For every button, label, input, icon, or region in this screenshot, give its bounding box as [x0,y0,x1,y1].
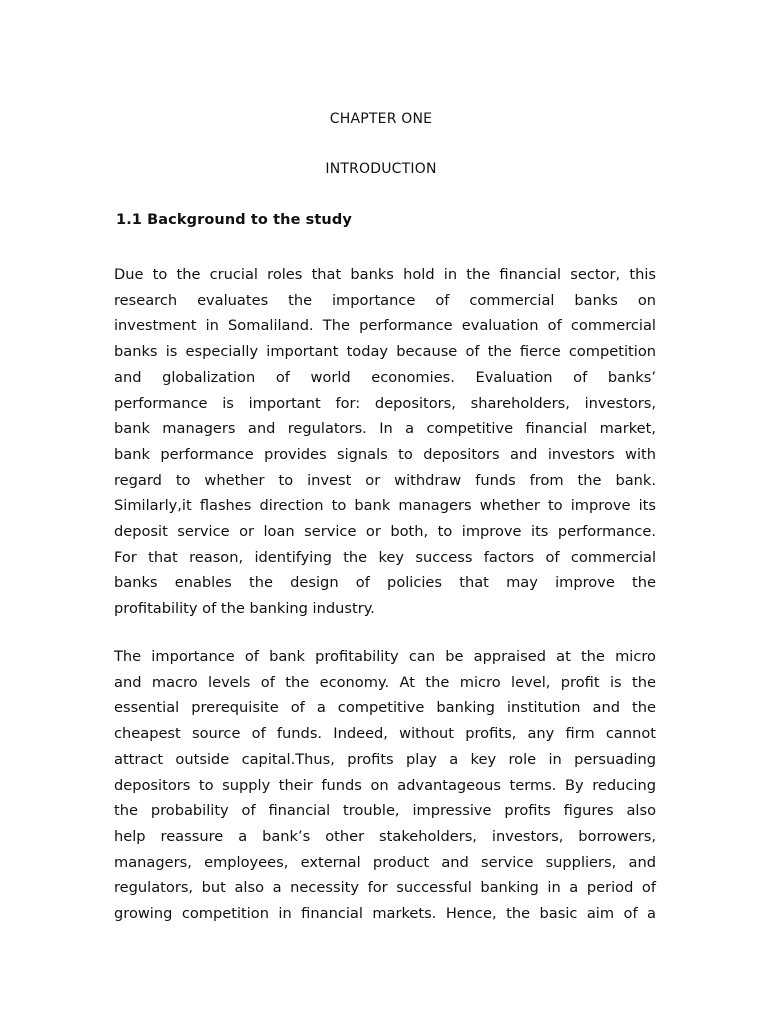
paragraph-line: and globalization of world economies. Evaluation of banks’ [114,368,656,386]
paragraph-line: bank managers and regulators. In a competitive financial market, [114,420,656,438]
paragraph-line: attract outside capital.Thus, profits play a key role in persuading [114,750,656,768]
paragraph-line: Due to the crucial roles that banks hold in the financial sector, this [114,266,656,283]
paragraph-line: help reassure a bank’s other stakeholders, investors, borrowers, [114,827,656,845]
paragraph-line: the probability of financial trouble, impressive profits figures also [114,802,656,820]
section-heading: 1.1 Background to the study [116,212,352,228]
paragraph-line: deposit service or loan service or both, to improve its performance. [114,523,656,541]
paragraph-line: regard to whether to invest or withdraw funds from the bank. [114,471,656,489]
paragraph-line: banks is especially important today because of the fierce competition [114,343,656,361]
paragraph-line: investment in Somaliland. The performance evaluation of commercial [114,317,656,335]
paragraph-2 [114,644,656,927]
paragraph-line: performance is important for: depositors, shareholders, investors, [114,394,656,412]
paragraph-line: and macro levels of the economy. At the micro level, profit is the [114,673,656,691]
paragraph-line: banks enables the design of policies that may improve the [114,574,656,592]
paragraph-line: cheapest source of funds. Indeed, without profits, any firm cannot [114,725,656,743]
paragraph-line: The importance of bank profitability can be appraised at the micro [114,648,656,665]
paragraph-line: For that reason, identifying the key success factors of commercial [114,548,656,566]
paragraph-line: research evaluates the importance of commercial banks on [114,291,656,309]
paragraph-line: essential prerequisite of a competitive banking institution and the [114,699,656,717]
paragraph-line: growing competition in financial markets. Hence, the basic aim of a [114,905,656,923]
paragraph-line: Similarly,it flashes direction to bank managers whether to improve its [114,497,656,515]
paragraph-line: profitability of the banking industry. [114,600,375,618]
chapter-label: CHAPTER ONE [329,111,433,127]
paragraph-1 [114,262,656,622]
chapter-title: INTRODUCTION [325,161,437,177]
paragraph-line: managers, employees, external product and service suppliers, and [114,853,656,871]
paragraph-line: bank performance provides signals to depositors and investors with [114,445,656,463]
paragraph-line: regulators, but also a necessity for successful banking in a period of [114,879,656,897]
paragraph-line: depositors to supply their funds on advantageous terms. By reducing [114,776,656,794]
